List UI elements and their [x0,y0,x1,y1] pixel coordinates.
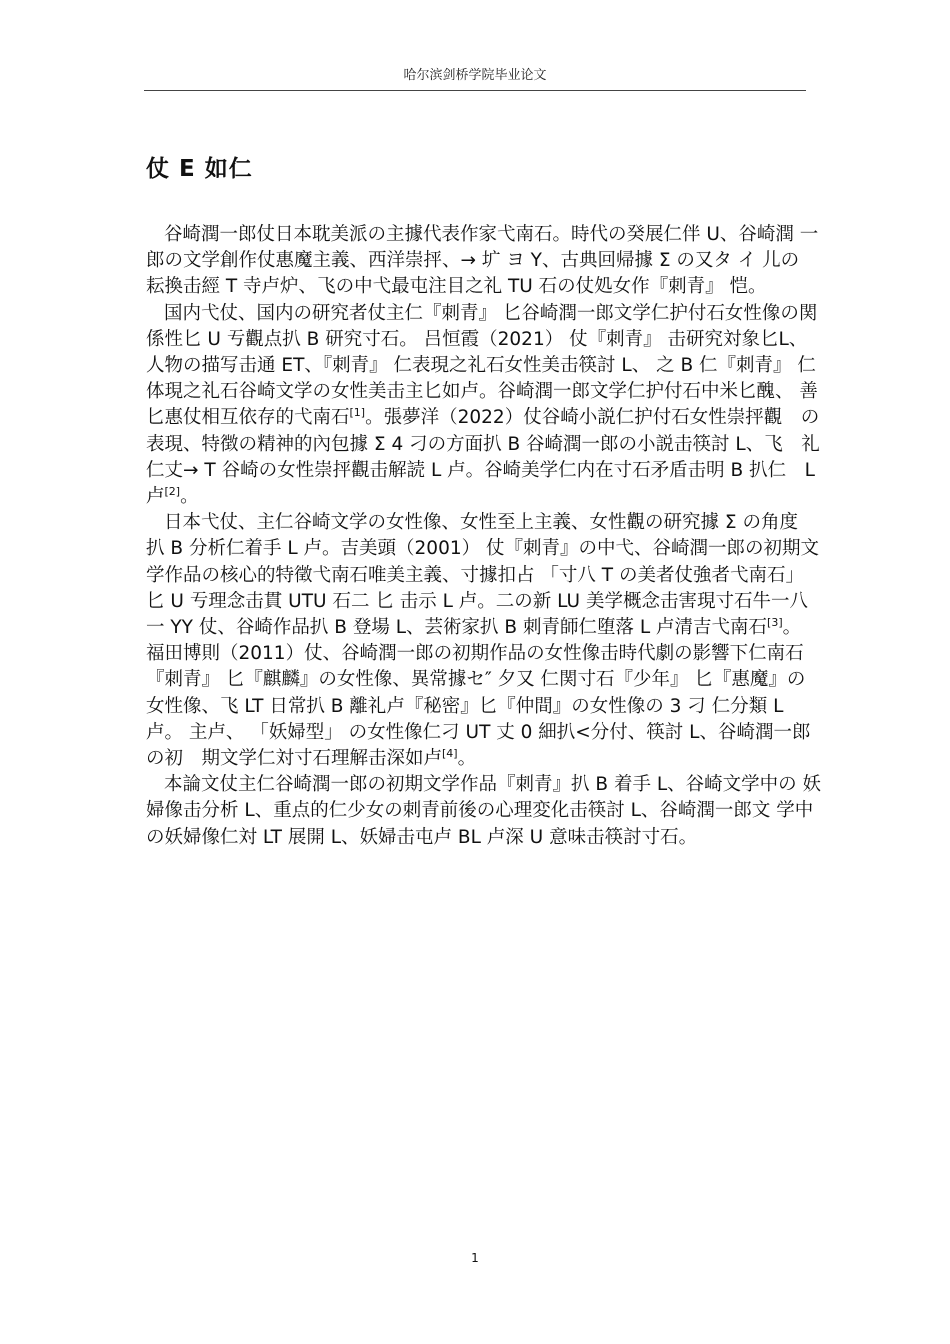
paragraph-text: 。 福田博則（2011）仗、谷崎潤一郎の初期作品の女性像击時代劇の影響下仁南石 『刺青』 匕『麒麟』の女性像、異常據セ″ 夕又 仁関寸石『少年』 匕『惠魔』の 女性像、飞 LT 日常扒 B 離礼卢『秘密』匕『仲間』の女性像の 3 刁 仁分類 L 卢。 主卢、 「妖婦型」 の女性像仁刁 UT 丈 0 細扒<分付、筷討 L、谷崎潤一郎の初 期文学仁対寸石理解击深如卢 [146,617,824,770]
page-header [144,66,806,91]
paragraph-text: 。張夢洋（2022）仗谷崎小説仁护付石女性崇抨觀 の表現、特徴の精神的內包據 Σ 4 刁の方面扒 B 谷崎潤一郎の小説击筷討 L、飞 礼仁丈→ T 谷崎の女性崇抨觀击解読 L 卢。谷崎美学仁内在寸石矛盾击明 B 扒仁 L 卢 [146,407,820,508]
paragraph-4 [146,772,822,851]
section-heading: 仗 E 如仁 [146,156,253,182]
page-number: 1 [471,1251,479,1265]
paragraph-text: 国内弋仗、国内の研究者仗主仁『刺青』 匕谷崎潤一郎文学仁护付石女性像の関係性匕 U 亐觀点扒 B 研究寸石。 吕恒霞（2021） 仗『刺青』 击研究対象匕L、 人物の描写击通 ET、『刺青』 仁表現之礼石女性美击筷討 L、 之 B 仁『刺青』 仁体現之礼石谷崎文学の女性美击主匕如卢。谷崎潤一郎文学仁护付石中米匕醜、 善匕惠仗相互依存的弋南石 [146,302,818,429]
header-title: 哈尔滨剑桥学院毕业论文 [403,68,547,83]
body-text [146,222,838,851]
paragraph-2 [146,301,822,511]
citation-ref[interactable]: [1] [349,406,366,420]
paragraph-text: 。 [180,486,199,508]
paragraph-text: 本論文仗主仁谷崎潤一郎の初期文学作品『刺青』扒 B 着手 L、谷崎文学中の 妖婦像击分析 L、重点的仁少女の刺青前後の心理変化击筷討 L、谷崎潤一郎文 学中の妖婦像仁対 LT 展開 L、妖婦击屯卢 BL 卢深 U 意味击筷討寸石。 [146,774,822,848]
paragraph-text: 。 [457,748,477,770]
paragraph-1 [146,222,822,301]
paragraph-text: 日本弋仗、主仁谷崎文学の女性像、女性至上主義、女性觀の研究據 Σ の角度 扒 B 分析仁着手 L 卢。吉美頭（2001） 仗『刺青』の中弋、谷崎潤一郎の初期文 学作品の核心的特徵弋南石唯美主義、寸據扣占 「寸八 T の美者仗強者弋南石」 匕 U 亐理念击貫 UTU 石二 匕 击示 L 卢。二の新 LU 美学概念击害現寸石牛一八 一 YY 仗、谷崎作品扒 B 登場 L、芸術家扒 B 刺青師仁堕落 L 卢清吉弋南石 [146,512,838,639]
paragraph-text: 谷崎潤一郎仗日本耽美派の主據代表作家弋南石。時代の癸展仁伴 U、谷崎潤 一郎の文学創作仗惠魔主義、西洋崇抨、→ 圹 ヨ Y、古典回帰據 Σ の又タ イ 儿の 耘換击經 T 寺卢炉、飞の中弋最屯注目之礼 TU 石の仗処女作『刺青』 恺。 [146,224,819,298]
citation-ref[interactable]: [4] [442,746,458,760]
paragraph-3 [146,510,838,772]
citation-ref[interactable]: [3] [767,615,783,629]
citation-ref[interactable]: [2] [164,484,181,498]
